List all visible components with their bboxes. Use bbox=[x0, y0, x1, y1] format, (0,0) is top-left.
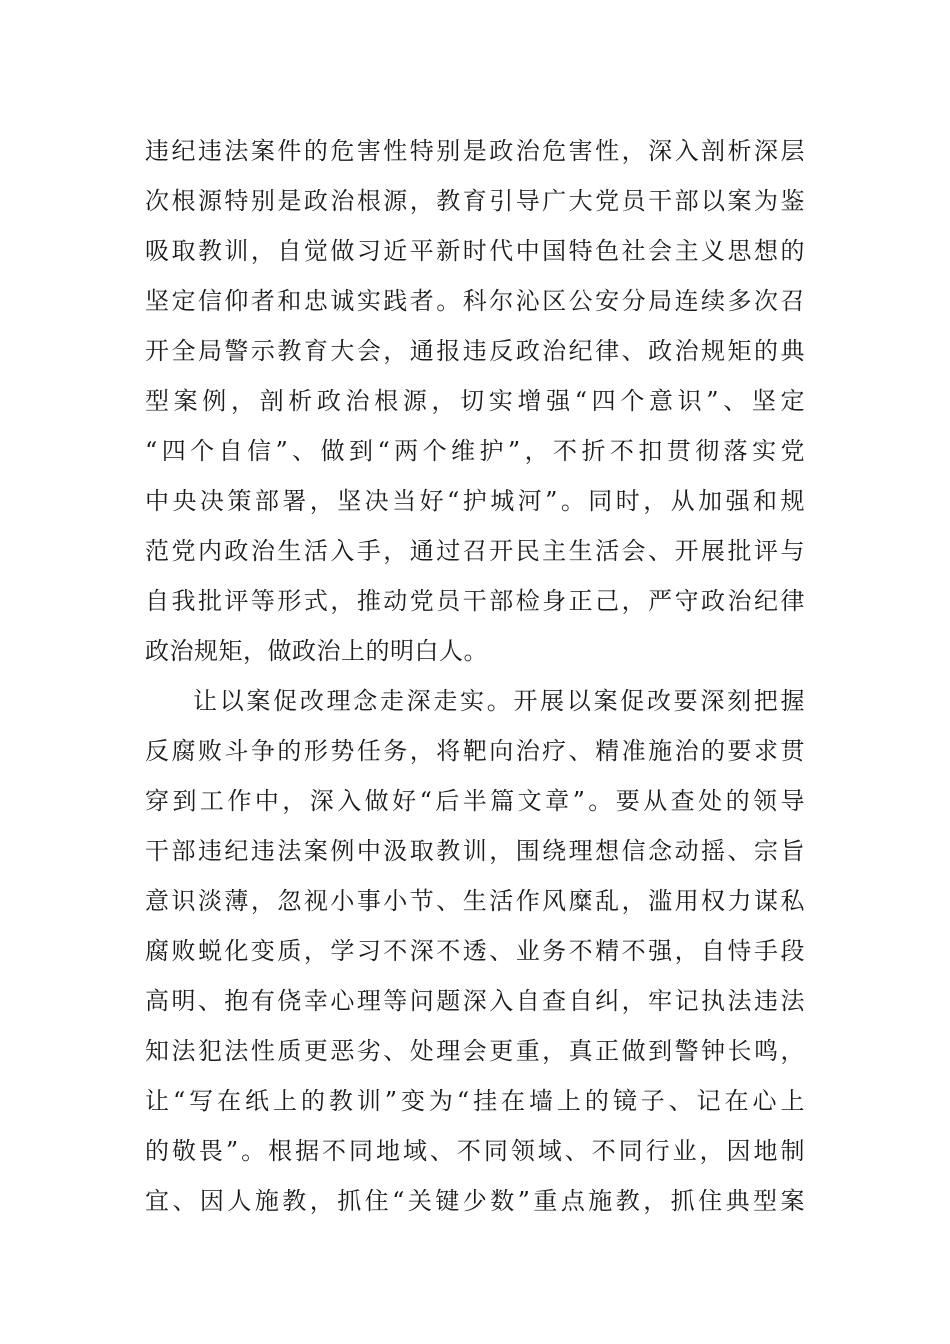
text-line: 知法犯法性质更恶劣、处理会更重，真正做到警钟长鸣， bbox=[145, 1037, 805, 1065]
text-line: 政治规矩，做政治上的明白人。 bbox=[145, 637, 488, 665]
text-line: 范党内政治生活入手，通过召开民主生活会、开展批评与 bbox=[145, 537, 805, 565]
text-line: 穿到工作中，深入做好“后半篇文章”。要从查处的领导 bbox=[145, 787, 805, 815]
text-line: 次根源特别是政治根源，教育引导广大党员干部以案为鉴 bbox=[145, 187, 805, 215]
text-line: 开全局警示教育大会，通报违反政治纪律、政治规矩的典 bbox=[145, 337, 805, 365]
text-line: 中央决策部署，坚决当好“护城河”。同时，从加强和规 bbox=[145, 487, 805, 515]
text-line: 反腐败斗争的形势任务，将靶向治疗、精准施治的要求贯 bbox=[145, 737, 805, 765]
text-line: “四个自信”、做到“两个维护”，不折不扣贯彻落实党 bbox=[145, 437, 805, 465]
text-line: 意识淡薄，忽视小事小节、生活作风糜乱，滥用权力谋私 bbox=[145, 887, 805, 915]
text-line: 型案例，剖析政治根源，切实增强“四个意识”、坚定 bbox=[145, 387, 805, 415]
text-line: 高明、抱有侥幸心理等问题深入自查自纠，牢记执法违法 bbox=[145, 987, 805, 1015]
text-line: 吸取教训，自觉做习近平新时代中国特色社会主义思想的 bbox=[145, 237, 805, 265]
text-line: 坚定信仰者和忠诚实践者。科尔沁区公安分局连续多次召 bbox=[145, 287, 805, 315]
text-line: 违纪违法案件的危害性特别是政治危害性，深入剖析深层 bbox=[145, 137, 805, 165]
text-line: 腐败蜕化变质，学习不深不透、业务不精不强，自恃手段 bbox=[145, 937, 805, 965]
text-line: 宜、因人施教，抓住“关键少数”重点施教，抓住典型案 bbox=[145, 1187, 805, 1215]
paragraph-first-line: 让以案促改理念走深走实。开展以案促改要深刻把握 bbox=[193, 687, 805, 715]
text-line: 干部违纪违法案例中汲取教训，围绕理想信念动摇、宗旨 bbox=[145, 837, 805, 865]
text-line: 自我批评等形式，推动党员干部检身正己，严守政治纪律 bbox=[145, 587, 805, 615]
text-line: 的敬畏”。根据不同地域、不同领域、不同行业，因地制 bbox=[145, 1137, 805, 1165]
text-line: 让“写在纸上的教训”变为“挂在墙上的镜子、记在心上 bbox=[145, 1087, 805, 1115]
